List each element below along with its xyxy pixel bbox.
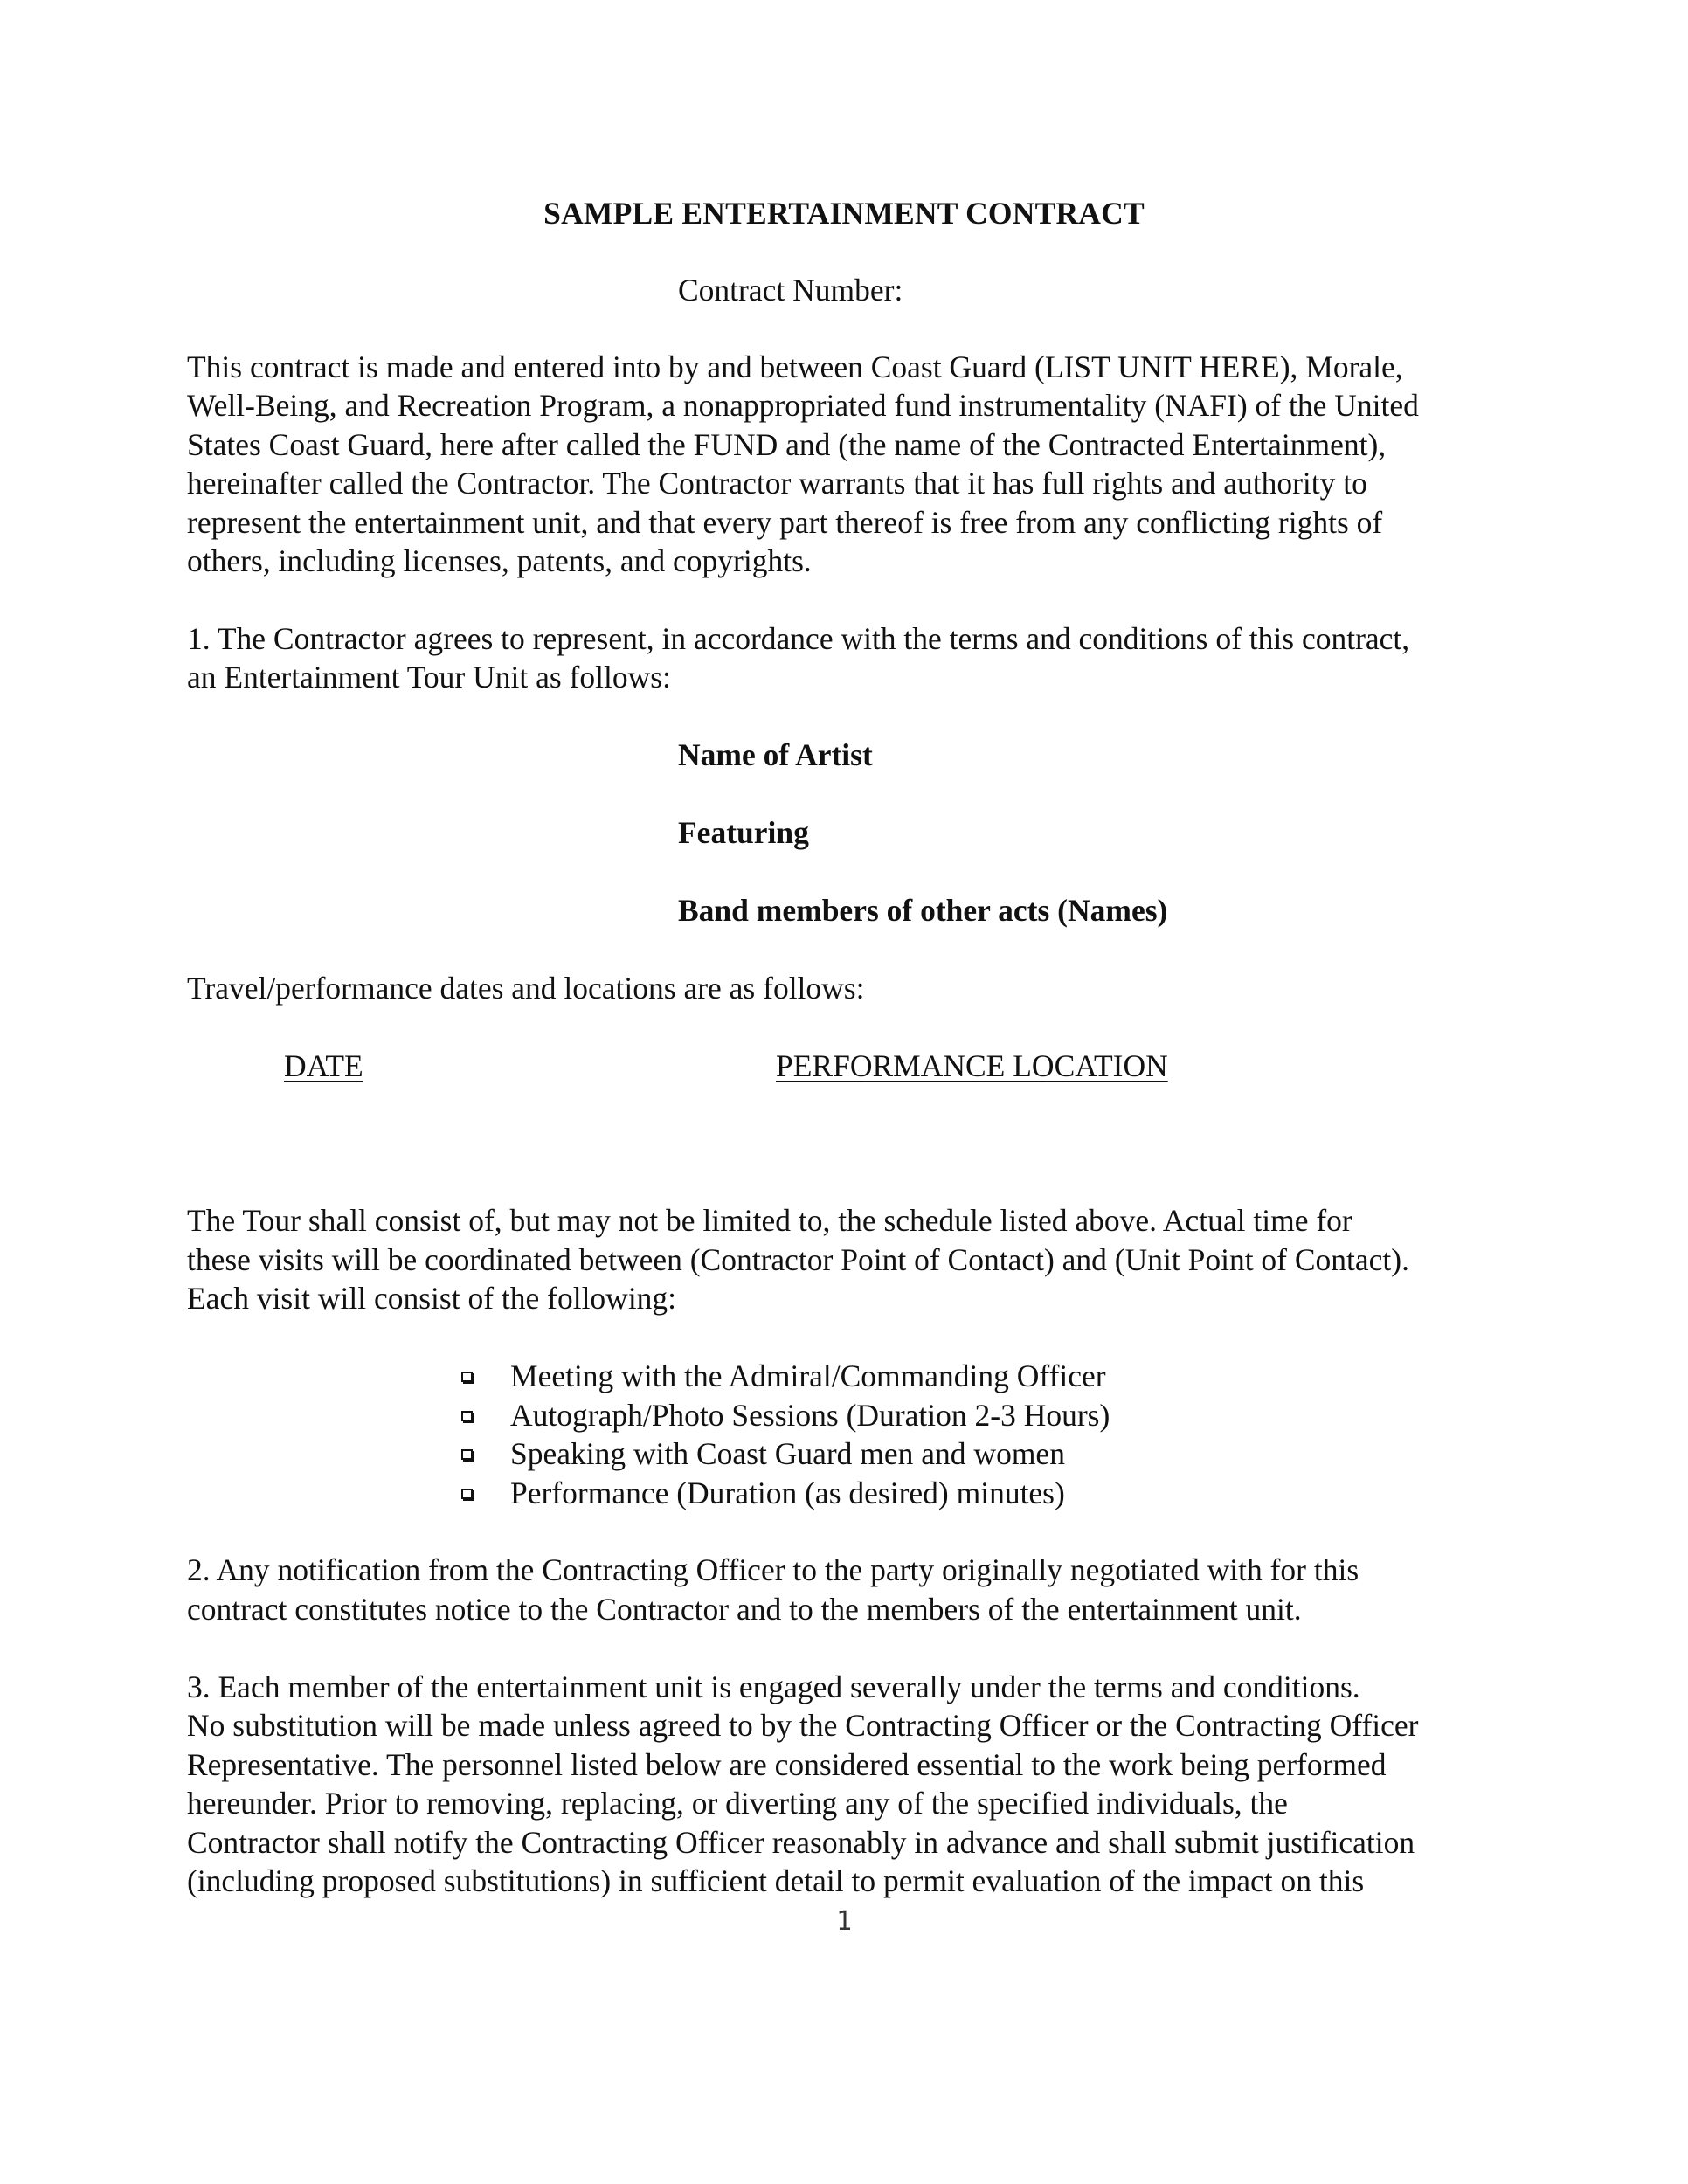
date-column-header: DATE — [284, 1048, 363, 1083]
paragraph-line: Well-Being, and Recreation Program, a nonappropriated fund instrumentality (NAFI) of the United — [187, 388, 1419, 423]
paragraph-line: represent the entertainment unit, and that every part thereof is free from any conflicting rights of — [187, 505, 1383, 540]
list-item-text: Performance (Duration (as desired) minutes) — [510, 1476, 1065, 1510]
document-title: SAMPLE ENTERTAINMENT CONTRACT — [543, 196, 1145, 231]
paragraph-line: States Coast Guard, here after called the FUND and (the name of the Contracted Entertainment), — [187, 427, 1387, 462]
dates-intro: Travel/performance dates and locations are as follows: — [187, 971, 865, 1006]
list-item-text: Meeting with the Admiral/Commanding Officer — [510, 1358, 1106, 1393]
paragraph-line: others, including licenses, patents, and copyrights. — [187, 543, 812, 578]
featuring-field: Featuring — [678, 815, 809, 850]
paragraph-line: This contract is made and entered into by and between Coast Guard (LIST UNIT HERE), Morale, — [187, 349, 1403, 384]
checkbox-bullet-icon — [461, 1411, 473, 1421]
paragraph-line: 3. Each member of the entertainment unit is engaged severally under the terms and conditions. — [187, 1669, 1360, 1704]
location-column-header: PERFORMANCE LOCATION — [776, 1048, 1168, 1083]
page-number: 1 — [835, 1906, 853, 1937]
paragraph-line: Each visit will consist of the following: — [187, 1281, 677, 1316]
checkbox-bullet-icon — [461, 1489, 473, 1499]
paragraph-line: hereunder. Prior to removing, replacing, or diverting any of the specified individuals, the — [187, 1786, 1288, 1821]
paragraph-line: (including proposed substitutions) in sufficient detail to permit evaluation of the impact on this — [187, 1863, 1365, 1898]
paragraph-line: hereinafter called the Contractor. The Contractor warrants that it has full rights and authority to — [187, 466, 1367, 501]
paragraph-line: The Tour shall consist of, but may not be limited to, the schedule listed above. Actual time for — [187, 1203, 1352, 1238]
list-item-text: Autograph/Photo Sessions (Duration 2-3 Hours) — [510, 1398, 1110, 1433]
checkbox-bullet-icon — [461, 1372, 473, 1382]
paragraph-line: 1. The Contractor agrees to represent, in accordance with the terms and conditions of this contract, — [187, 621, 1410, 656]
paragraph-line: Contractor shall notify the Contracting Officer reasonably in advance and shall submit justification — [187, 1825, 1415, 1860]
contract-number-label: Contract Number: — [678, 273, 903, 308]
artist-name-field: Name of Artist — [678, 737, 873, 772]
list-item-text: Speaking with Coast Guard men and women — [510, 1436, 1065, 1471]
band-members-field: Band members of other acts (Names) — [678, 893, 1168, 928]
paragraph-line: contract constitutes notice to the Contractor and to the members of the entertainment unit. — [187, 1592, 1302, 1627]
paragraph-line: No substitution will be made unless agreed to by the Contracting Officer or the Contracting Officer — [187, 1708, 1419, 1743]
paragraph-line: Representative. The personnel listed below are considered essential to the work being performed — [187, 1747, 1387, 1782]
paragraph-line: an Entertainment Tour Unit as follows: — [187, 660, 671, 695]
checkbox-bullet-icon — [461, 1449, 473, 1460]
paragraph-line: 2. Any notification from the Contracting Officer to the party originally negotiated with for this — [187, 1552, 1359, 1587]
paragraph-line: these visits will be coordinated between (Contractor Point of Contact) and (Unit Point of Contact). — [187, 1242, 1409, 1277]
